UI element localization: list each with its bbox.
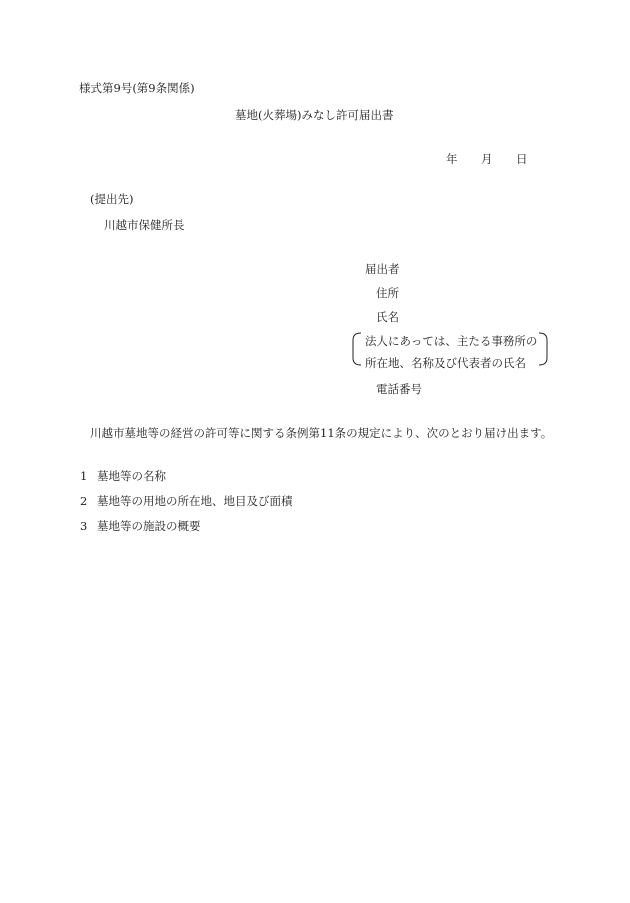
item-text: 墓地等の名称 — [97, 469, 166, 483]
item-number: 3 — [80, 519, 88, 533]
item-text: 墓地等の施設の概要 — [97, 519, 201, 533]
form-number: 様式第9号(第9条関係) — [79, 81, 195, 95]
recipient-name: 川越市保健所長 — [104, 218, 185, 232]
corp-note-line1: 法人にあっては、主たる事務所の — [365, 334, 538, 348]
corp-note-line2: 所在地、名称及び代表者の氏名 — [365, 356, 526, 370]
applicant-phone-label: 電話番号 — [376, 382, 422, 396]
right-bracket-icon — [537, 332, 549, 366]
applicant-name-label: 氏名 — [376, 310, 399, 324]
item-text: 墓地等の用地の所在地、地目及び面積 — [97, 494, 293, 508]
body-paragraph: 川越市墓地等の経営の許可等に関する条例第11条の規定により、次のとおり届け出ます。 — [90, 426, 553, 440]
item-number: 1 — [80, 469, 88, 483]
recipient-heading: (提出先) — [90, 192, 134, 206]
applicant-address-label: 住所 — [376, 286, 399, 300]
left-bracket-icon — [351, 332, 363, 366]
item-number: 2 — [80, 494, 88, 508]
document-title: 墓地(火葬場)みなし許可届出書 — [235, 108, 394, 122]
date-month-label: 月 — [481, 152, 493, 166]
date-year-label: 年 — [446, 152, 458, 166]
date-day-label: 日 — [516, 152, 528, 166]
applicant-heading: 届出者 — [365, 262, 400, 276]
